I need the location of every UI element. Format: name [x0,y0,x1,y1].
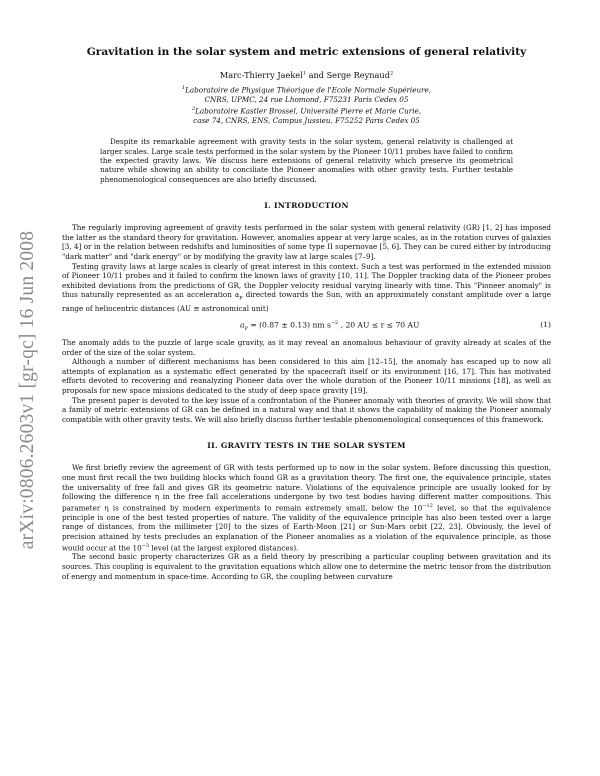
paragraph: The regularly improving agreement of gravity tests performed in the solar system with general relativity (GR) [1, 2] has imposed the latter as the standard theory for gravitation. However, anomalies appear at very large scales, as in the rotation curves of galaxies [3, 4] or in the relation between redshifts and luminosities of some type II supernovae [5, 6]. They can be cured either by introducing "dark matter" and "dark energy" or by modifying the gravity law at large scales [7–9]. [62,223,551,261]
paragraph-text: level, so that the equivalence principle is one of the best tested properties of nature. The validity of the equivalence principle has also been tested over a large range of distances, from the millimeter [20] to the sizes of Earth-Moon [21] or Sun-Mars orbit [22, 23]. Obviously, the level of precision attained by tests precludes an explanation of the Pioneer anomalies as a violation of the equivalence principle, as those would occur at the 10 [62,503,551,552]
affiliation-mark: 2 [191,105,196,112]
author-mark: 2 [389,70,394,77]
affiliation-block [62,84,551,125]
superscript: −3 [141,542,150,549]
equation-body [240,320,419,332]
affiliation-1-line1 [62,84,551,95]
subscript: P [239,295,243,302]
paragraph: The anomaly adds to the puzzle of large scale gravity, as it may reveal an anomalous behaviour of gravity already at scales of the order of the size of the solar system. [62,338,551,357]
equation-text: = (0.87 ± 0.13) nm s [247,320,331,330]
affiliation-mark: 1 [181,85,186,91]
superscript: −2 [330,319,339,326]
paragraph: Although a number of different mechanisms has been considered to this aim [12–15], the anomaly has escaped up to now all attempts of explanation as a systematic effect generated by the spacecraft itself or its environment [16, 17]. This has motivated efforts devoted to recovering and reanalyzing Pioneer data over the whole duration of the Pioneer 10/11 missions [18], as well as proposals for new space missions dedicated to the study of deep space gravity [19]. [62,357,551,395]
section-heading-introduction: I. INTRODUCTION [264,201,349,211]
equation-symbol: a [240,320,245,330]
superscript: −12 [422,502,433,509]
paper-page [62,46,551,581]
equation-condition: , 20 AU ≤ r ≤ 70 AU [338,320,420,330]
author-conjunction: and [305,70,327,80]
subscript: P [244,326,248,333]
paragraph-text: directed towards the Sun, with an approximately constant amplitude over a large range of heliocentric distances (AU ≡ astronomical unit) [62,290,552,314]
equation-number: (1) [540,319,551,329]
affiliation-text: Laboratoire de Physique Théorique de l'Ecole Normale Supérieure, [185,85,432,95]
paragraph [62,262,551,314]
affiliation-text: Laboratoire Kastler Brossel, Université Pierre et Marie Curie, [195,105,422,115]
arxiv-stamp-text: arXiv:0806.2603v1 [gr-qc] 16 Jun 2008 [17,230,39,550]
paragraph [62,463,551,552]
affiliation-2-line2: case 74, CNRS, ENS, Campus Jussieu, F75252 Paris Cedex 05 [193,115,420,125]
affiliation-1-line2: CNRS, UPMC, 24 rue Lhomond, F75231 Paris Cedex 05 [204,94,409,104]
author-name: Marc-Thierry Jaekel [219,70,303,80]
affiliation-2-line1 [62,105,551,116]
paragraph-text: We first briefly review the agreement of GR with tests performed up to now in the solar system. Before discussing this question, one must first recall the two building blocks which found GR as a gravitation theory. The first one, the equivalence principle, states the universality of free fall and gives GR its geometric nature. Violations of the equivalence principle are usually looked for by following the difference η in the free fall accelerations undergone by two test bodies having different matter compositions. This parameter η is constrained by modern experiments to remain extremely small, below the 10 [62,463,551,513]
author-name: Serge Reynaud [326,70,390,80]
paragraph-text: Testing gravity laws at large scales is clearly of great interest in this context. Such a test was performed in the extended mission of Pioneer 10/11 probes and it failed to confirm the known laws of gravity [10, 11]. The Doppler tracking data of the Pioneer probes exhibited deviations from the predictions of GR, the Doppler velocity residual varying linearly with time. This "Pioneer anomaly" is thus naturally represented as an acceleration a [62,261,551,300]
paragraph-text: level (at the largest explored distances). [149,542,299,552]
section-heading-gravity-tests: II. GRAVITY TESTS IN THE SOLAR SYSTEM [207,441,406,451]
abstract: Despite its remarkable agreement with gravity tests in the solar system, general relativity is challenged at larger scales. Large scale tests performed in the solar system by the Pioneer 10/11 probes have failed to confirm the expected gravity laws. We discuss here extensions of general relativity which preserve its geometrical nature while showing an ability to conciliate the Pioneer anomalies with other gravity tests. Further testable phenomenological consequences are also briefly discussed. [100,137,513,184]
equation-1 [62,320,551,332]
paragraph: The present paper is devoted to the key issue of a confrontation of the Pioneer anomaly with theories of gravity. We will show that a family of metric extensions of GR can be defined in a natural way and that it shows the capability of making the Pioneer anomaly compatible with other gravity tests. We will also briefly discuss further testable phenomenological consequences of this framework. [62,395,551,424]
paragraph: The second basic property characterizes GR as a field theory by prescribing a particular coupling between gravitation and its sources. This coupling is equivalent to the gravitation equations which allow one to determine the metric tensor from the distribution of energy and momentum in space-time. According to GR, the coupling between curvature [62,552,551,581]
author-line [62,70,551,80]
arxiv-stamp [8,200,48,580]
author-mark: 1 [302,70,306,77]
paper-title: Gravitation in the solar system and metric extensions of general relativity [86,46,527,58]
